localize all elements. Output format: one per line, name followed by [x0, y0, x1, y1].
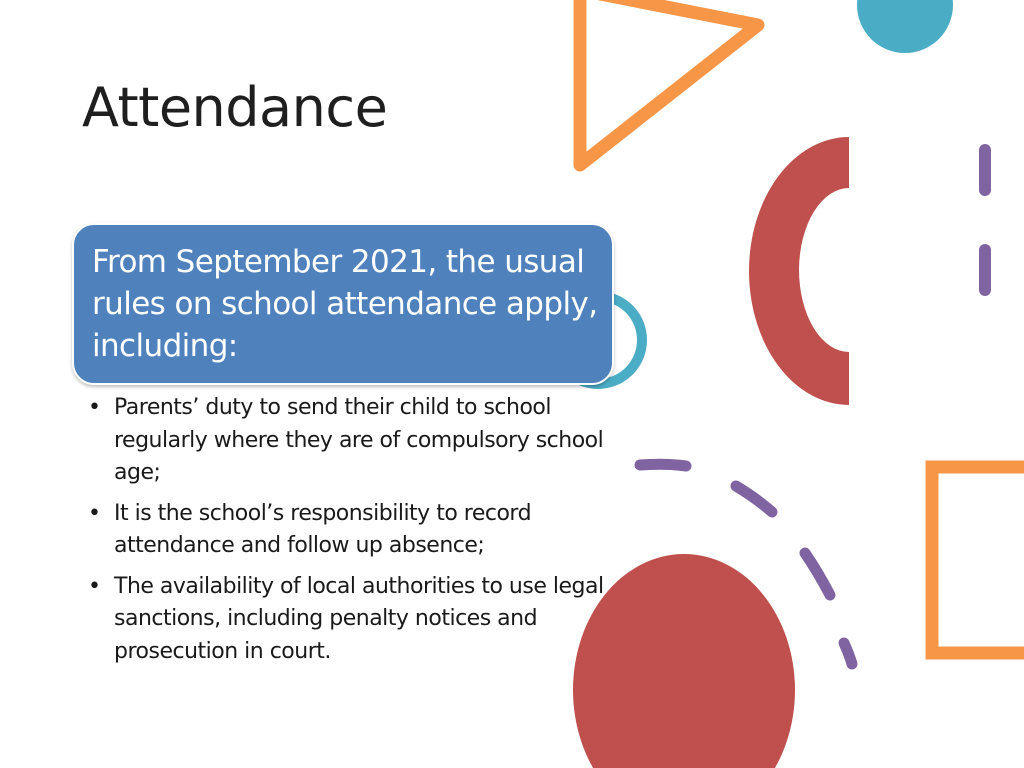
orange-triangle-shape — [580, 0, 758, 165]
bullet-glyph: • — [88, 395, 101, 420]
bullet-glyph: • — [88, 500, 101, 526]
bullet-list — [88, 392, 608, 676]
callout-box — [72, 223, 614, 385]
teal-circle-shape — [857, 0, 953, 53]
slide-title: Attendance — [82, 76, 388, 139]
red-arc-shape — [749, 137, 849, 405]
callout-text: From September 2021, the usual rules on school attendance apply, including: — [92, 244, 598, 364]
list-item — [88, 392, 608, 490]
bullet-glyph: • — [88, 573, 101, 599]
list-item — [88, 571, 608, 669]
orange-square-shape — [932, 467, 1024, 653]
list-item-text: The availability of local authorities to use legal sanctions, including penalty notices and prosecution in court. — [114, 573, 604, 664]
list-item-text: Parents’ duty to send their child to school regularly where they are of compulsory school age; — [114, 395, 604, 485]
list-item-text: It is the school’s responsibility to record attendance and follow up absence; — [114, 500, 532, 558]
list-item — [88, 498, 608, 563]
